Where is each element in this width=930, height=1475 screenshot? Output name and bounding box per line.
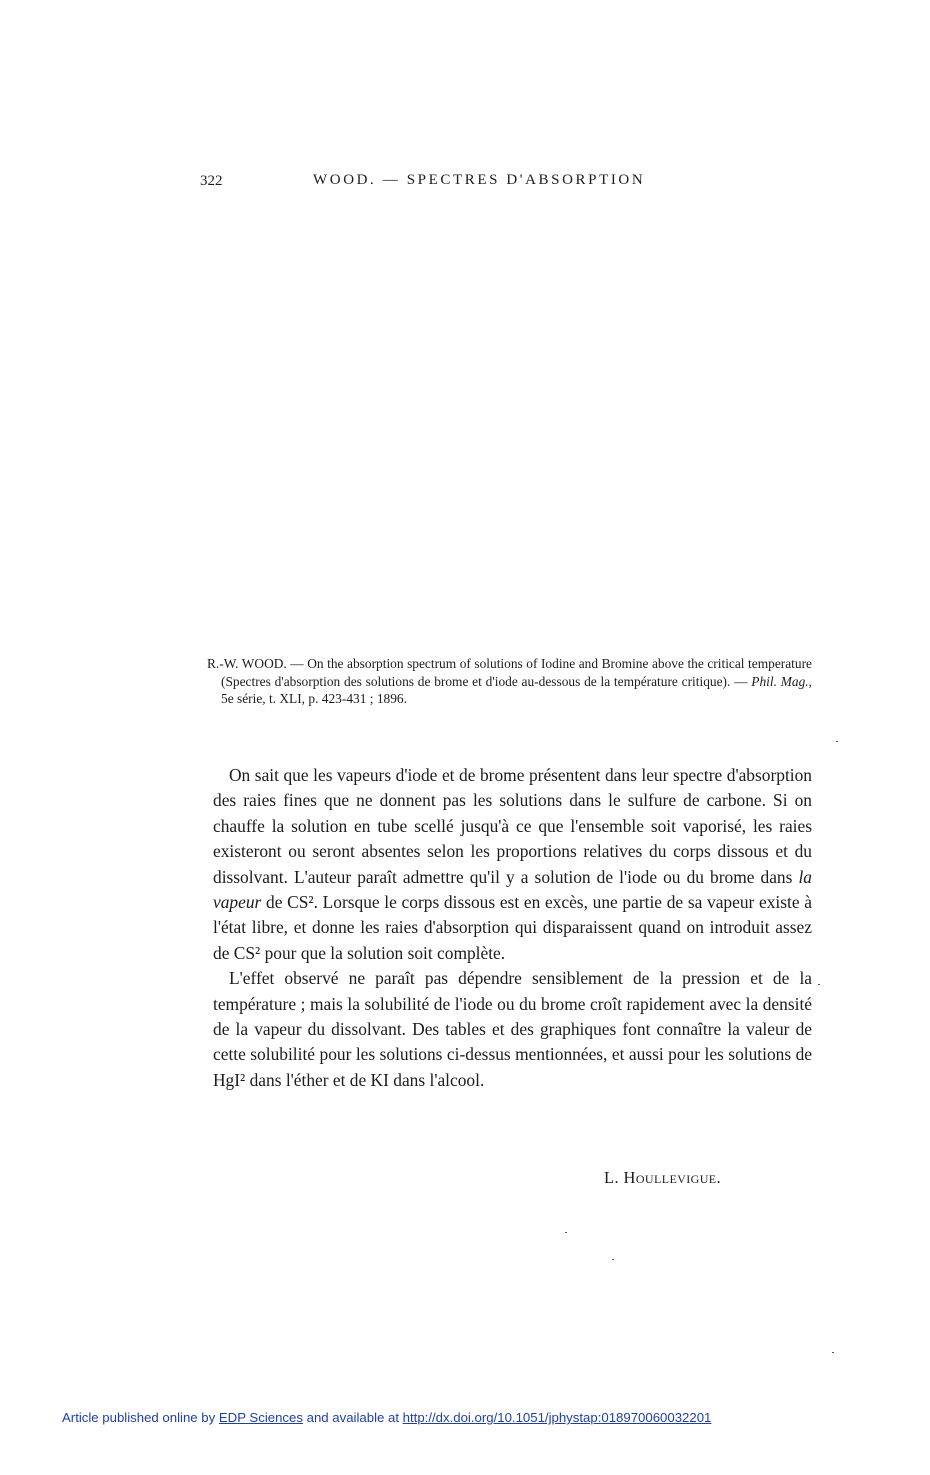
scan-speck: [565, 1232, 567, 1233]
reference-details: , 5e série, t. XLI, p. 423-431 ; 1896.: [221, 673, 812, 706]
paragraph-1-text-b: de CS². Lorsque le corps dissous est en excès, une partie de sa vapeur existe à l'état libre, et donne les raies d'absorption qui disparaissent quand on introduit assez de CS² pour que la solution soit complète.: [213, 892, 812, 963]
publication-footer: [62, 1410, 711, 1425]
signature-name: Houllevigue.: [623, 1168, 722, 1187]
paragraph-1-emphasis: la vapeur: [213, 866, 812, 913]
footer-middle: and available at: [302, 1410, 403, 1425]
article-body: [213, 763, 812, 1093]
reference-journal: Phil. Mag.: [751, 673, 809, 689]
paragraph-2: L'effet observé ne paraît pas dépendre sensiblement de la pression et de la température ; mais la solubilité de l'iode ou du brome croît rapidement avec la densité de la vapeur du dissolvant. Des tables et des graphiques font connaître la valeur de cette solubilité pour les solutions ci-dessus mentionnées, et aussi pour les solutions de HgI² dans l'éther et de KI dans l'alcool.: [213, 968, 812, 1090]
paragraph-1-text-a: On sait que les vapeurs d'iode et de brome présentent dans leur spectre d'absorption des raies fines que ne donnent pas les solutions dans le sulfure de carbone. Si on chauffe la solution en tube scellé jusqu'à ce que l'ensemble soit vaporisé, les raies existeront ou seront absentes selon les proportions relatives du corps dissous et du dissolvant. L'auteur paraît admettre qu'il y a solution de l'iode ou du brome dans: [213, 765, 812, 887]
scan-speck: [818, 984, 820, 985]
reference-text: R.-W. WOOD. — On the absorption spectrum of solutions of Iodine and Bromine above the critical temperature (Spectres d'absorption des solutions de brome et d'iode au-dessous de la température critique). —: [207, 656, 812, 689]
paragraph-1: [213, 763, 812, 966]
publisher-link[interactable]: EDP Sciences: [218, 1410, 303, 1425]
author-signature: [604, 1168, 721, 1188]
signature-initial: L.: [604, 1168, 624, 1187]
footer-prefix: Article published online by: [62, 1410, 219, 1425]
running-head: WOOD. — SPECTRES D'ABSORPTION: [313, 172, 646, 188]
scan-speck: [832, 1352, 834, 1353]
doi-link[interactable]: http://dx.doi.org/10.1051/jphystap:018970060032201: [402, 1410, 712, 1425]
page-number: 322: [200, 173, 223, 189]
scan-speck: [612, 1259, 614, 1260]
bibliographic-reference: [207, 655, 812, 708]
scan-speck: [836, 741, 838, 742]
